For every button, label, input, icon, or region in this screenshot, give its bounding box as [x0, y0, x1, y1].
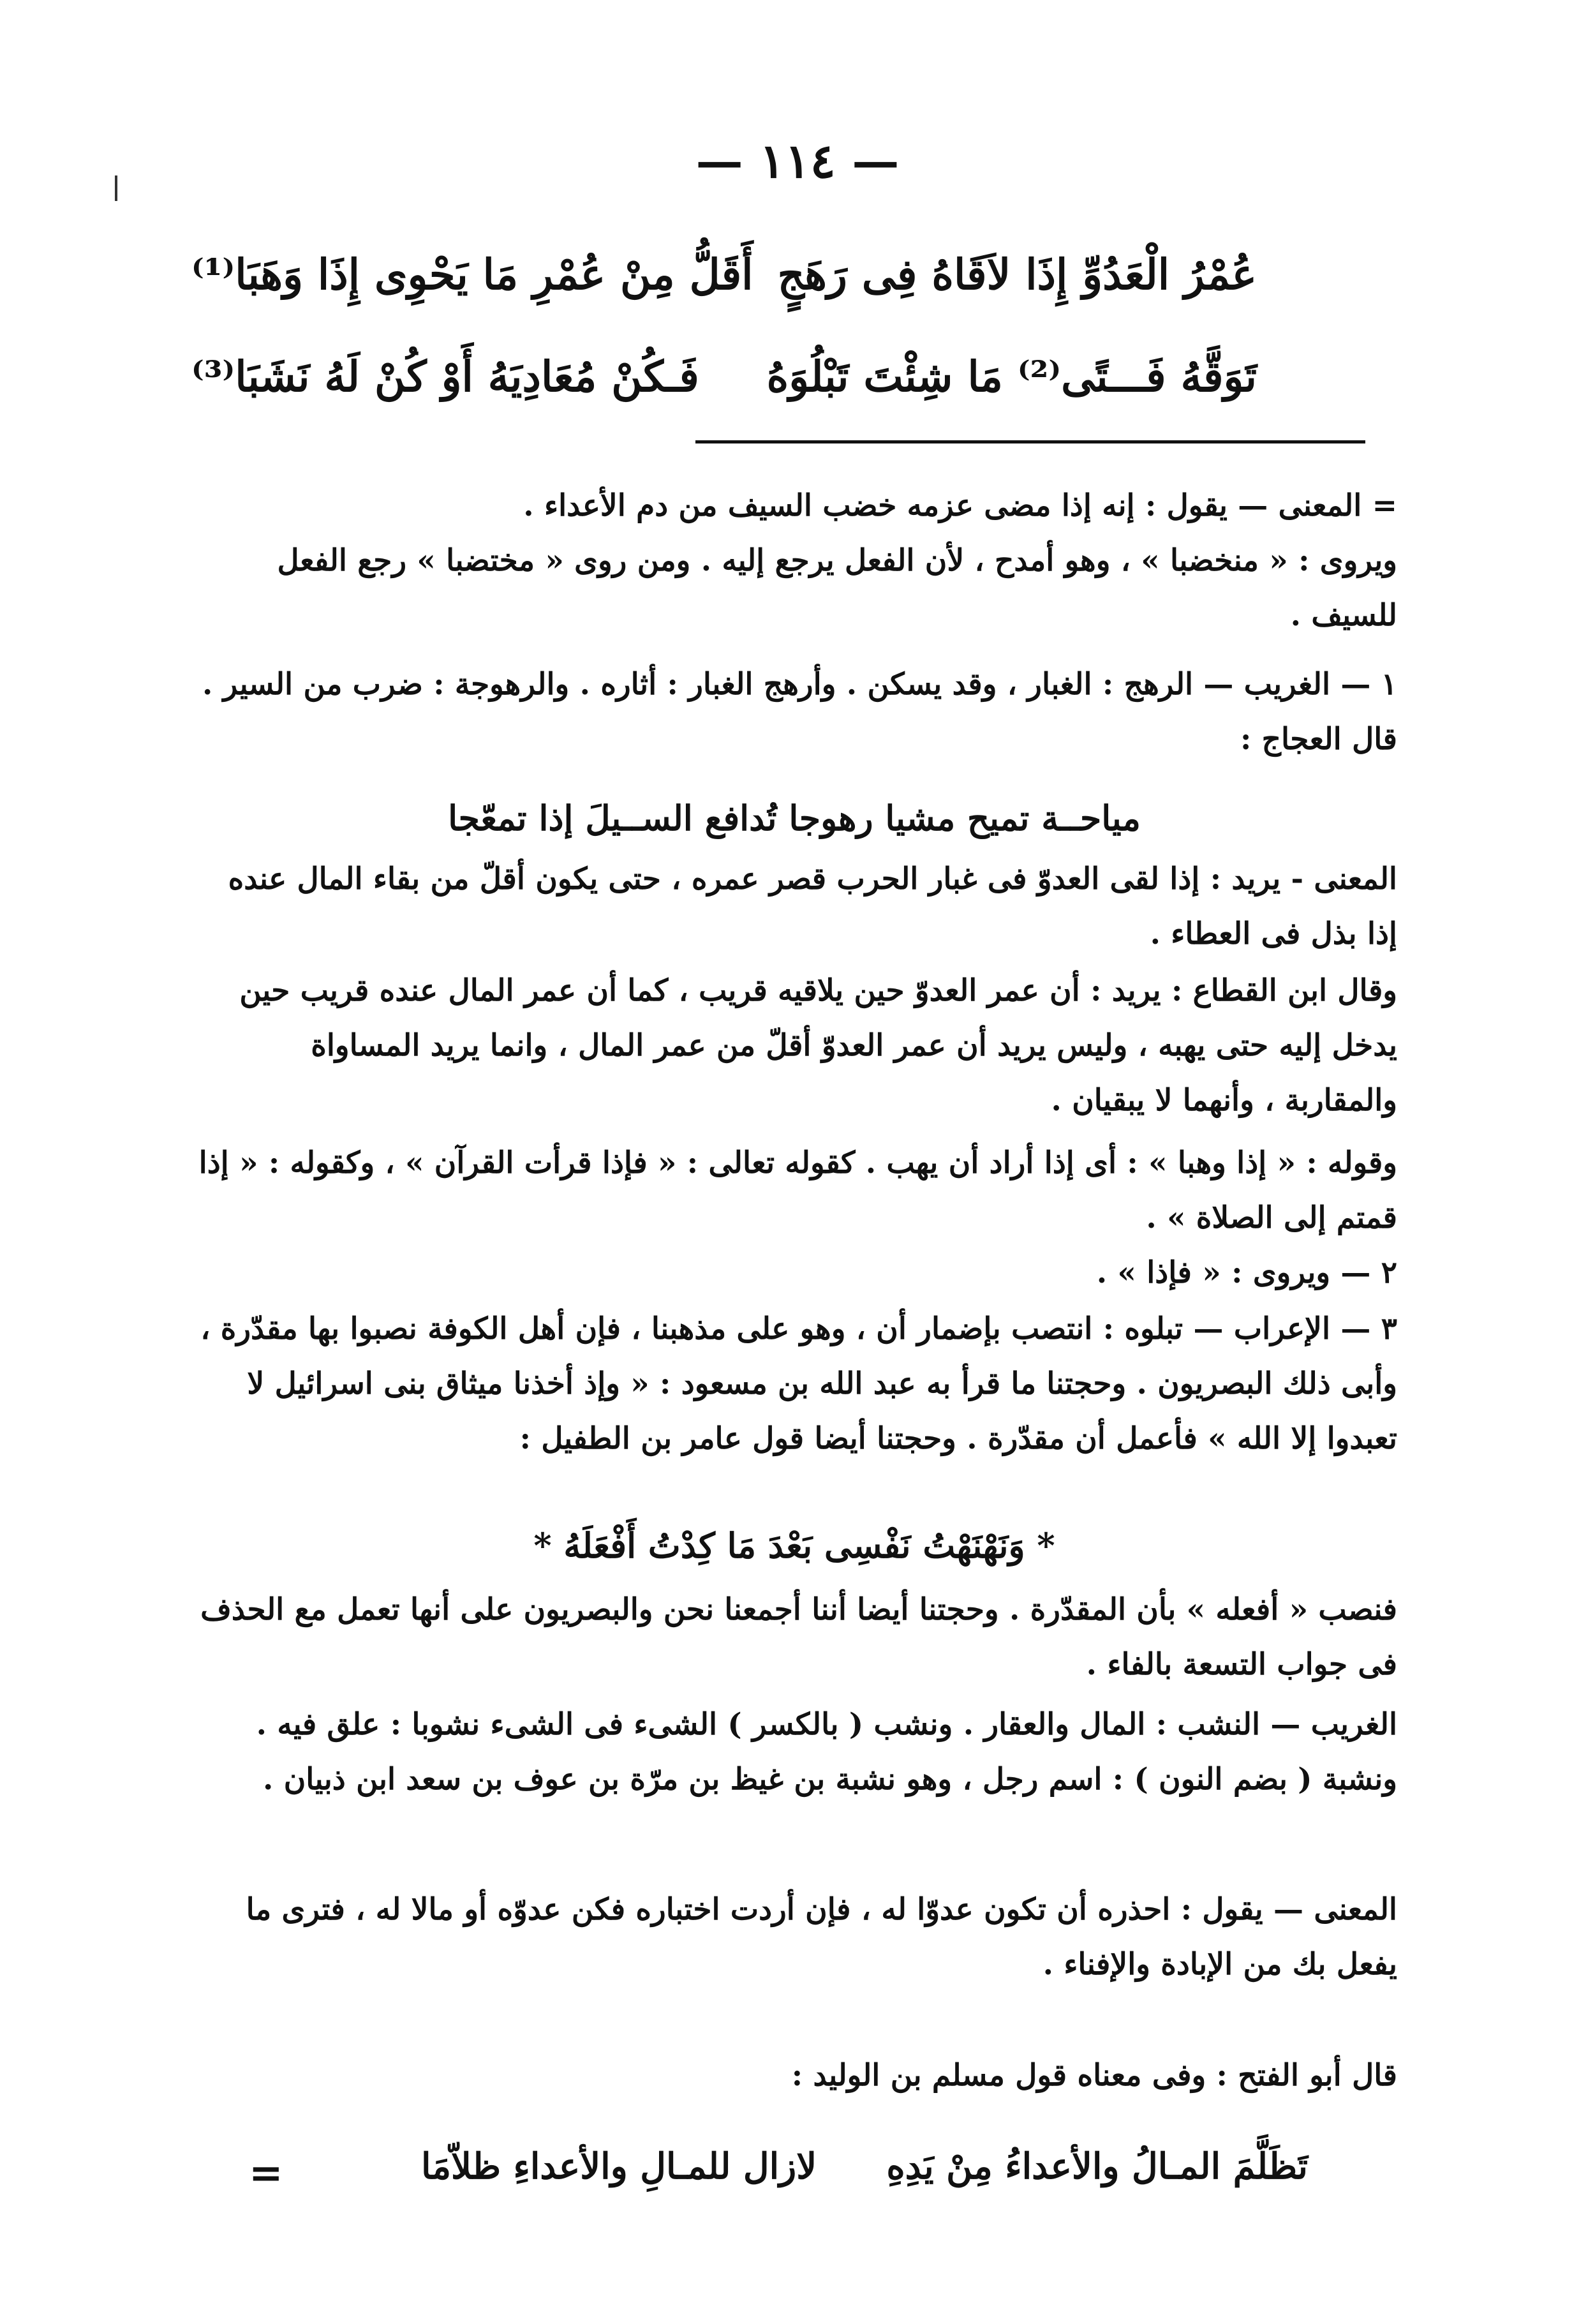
notes-block-4: [191, 964, 1397, 1128]
notes-block-2: [191, 657, 1397, 767]
verse-2-second-hemistich: فَـكُنْ مُعَادِيَهُ أَوْ كُنْ لَهُ نَشَبَا⁽³⁾: [191, 352, 699, 401]
notes-block-5: [191, 1136, 1397, 1300]
note-2-variant: ٢ — ويروى : « فإذا » .: [1096, 1255, 1397, 1290]
notes-block-7: [191, 1583, 1397, 1692]
notes-block-8: [191, 1697, 1397, 1807]
verse-line-2: [191, 338, 1257, 415]
note-variant-reading: ويروى : « منخضبا » ، وهو أمدح ، لأن الفعل يرجع إليه . ومن روى « مختضبا » رجع الفعل للسيف .: [277, 543, 1397, 633]
note-abu-alfath: قال أبو الفتح : وفى معناه قول مسلم بن الوليد :: [791, 2058, 1397, 2093]
footnote-separator: [695, 440, 1365, 443]
notes-block-9: [191, 1882, 1397, 1992]
notes-block-10: [191, 2048, 1397, 2103]
notes-block-6: [191, 1302, 1397, 1466]
note-1-vocabulary: ١ — الغريب — الرهج : الغبار ، وقد يسكن . وأرهج الغبار : أثاره . والرهوجة : ضرب من السير . قال العجاج :: [202, 667, 1397, 757]
quoted-verse-amir: * وَنَهْنَهْتُ نَفْسِى بَعْدَ مَا كِدْتُ أَفْعَلَهُ *: [533, 1525, 1055, 1566]
final-verse-second-hemistich: لازال للمـالِ والأعداءِ ظلاّمَا: [421, 2145, 817, 2187]
verse-1-first-hemistich: عُمْرُ الْعَدُوِّ إِذَا لاَقَاهُ فِى رَهَجٍ: [777, 250, 1257, 299]
page-number: — ١١٤ —: [695, 134, 900, 189]
quoted-verse-ajjaj: مياحــة تميح مشيا رهوجا تُدافع الســيلَ إذا تمعّجا: [448, 798, 1141, 838]
note-meaning-1: = المعنى — يقول : إنه إذا مضى عزمه خضب السيف من دم الأعداء .: [523, 488, 1397, 523]
note-nashab-vocabulary: الغريب — النشب : المال والعقار . ونشب ( بالكسر ) الشىء فى الشىء نشوبا : علق فيه . ونشبة ( بضم النون ) : اسم رجل ، وهو نشبة بن غيظ بن مرّة بن عوف بن سعد ابن ذبيان .: [256, 1707, 1397, 1797]
final-verse-first-hemistich: تَظَلَّمَ المـالُ والأعداءُ مِنْ يَدِهِ: [886, 2145, 1308, 2187]
note-ibn-alqatta: وقال ابن القطاع : يريد : أن عمر العدوّ حين يلاقيه قريب ، كما أن عمر المال عنده قريب حين يدخل إليه حتى يهبه ، وليس يريد أن عمر العدوّ أقلّ من عمر المال ، وانما يريد المساواة والمقاربة ، وأنهما لا يبقيان .: [239, 973, 1397, 1118]
note-idha-wahaba: وقوله : « إذا وهبا » : أى إذا أراد أن يهب . كقوله تعالى : « فإذا قرأت القرآن » ، وكقوله : « إذا قمتم إلى الصلاة » .: [198, 1145, 1397, 1235]
notes-block-1: [191, 479, 1397, 643]
verse-1-second-hemistich: أَقَلُّ مِنْ عُمْرِ مَا يَحْوِى إِذَا وَهَبَا⁽¹⁾: [191, 250, 753, 299]
note-3-grammar: ٣ — الإعراب — تبلوه : انتصب بإضمار أن ، وهو على مذهبنا ، فإن أهل الكوفة نصبوا بها مقدّرة ، وأبى ذلك البصريون . وحجتنا ما قرأ به عبد الله بن مسعود : « وإذ أخذنا ميثاق بنى اسرائيل لا تعبدوا إلا الله » فأعمل أن مقدّرة . وحجتنا أيضا قول عامر بن الطفيل :: [200, 1311, 1397, 1456]
quoted-verse-muslim: [421, 2131, 1308, 2201]
note-meaning-3: المعنى — يقول : احذره أن تكون عدوّا له ، فإن أردت اختباره فكن عدوّه أو مالا له ، فترى ما يفعل بك من الإبادة والإفناء .: [246, 1892, 1397, 1982]
note-meaning-2: المعنى - يريد : إذا لقى العدوّ فى غبار الحرب قصر عمره ، حتى يكون أقلّ من بقاء المال عنده إذا بذل فى العطاء .: [228, 861, 1397, 951]
continuation-mark: =: [249, 2149, 283, 2197]
notes-block-3: [191, 852, 1397, 962]
note-grammar-conclusion: فنصب « أفعله » بأن المقدّرة . وحجتنا أيضا أننا أجمعنا نحن والبصريون على أنها تعمل مع الحذف فى جواب التسعة بالفاء .: [200, 1592, 1397, 1682]
verse-2-first-hemistich: تَوَقَّهُ فَـــتًى⁽²⁾ مَا شِئْتَ تَبْلُوَهُ: [766, 352, 1257, 401]
verse-line-1: [191, 236, 1257, 313]
